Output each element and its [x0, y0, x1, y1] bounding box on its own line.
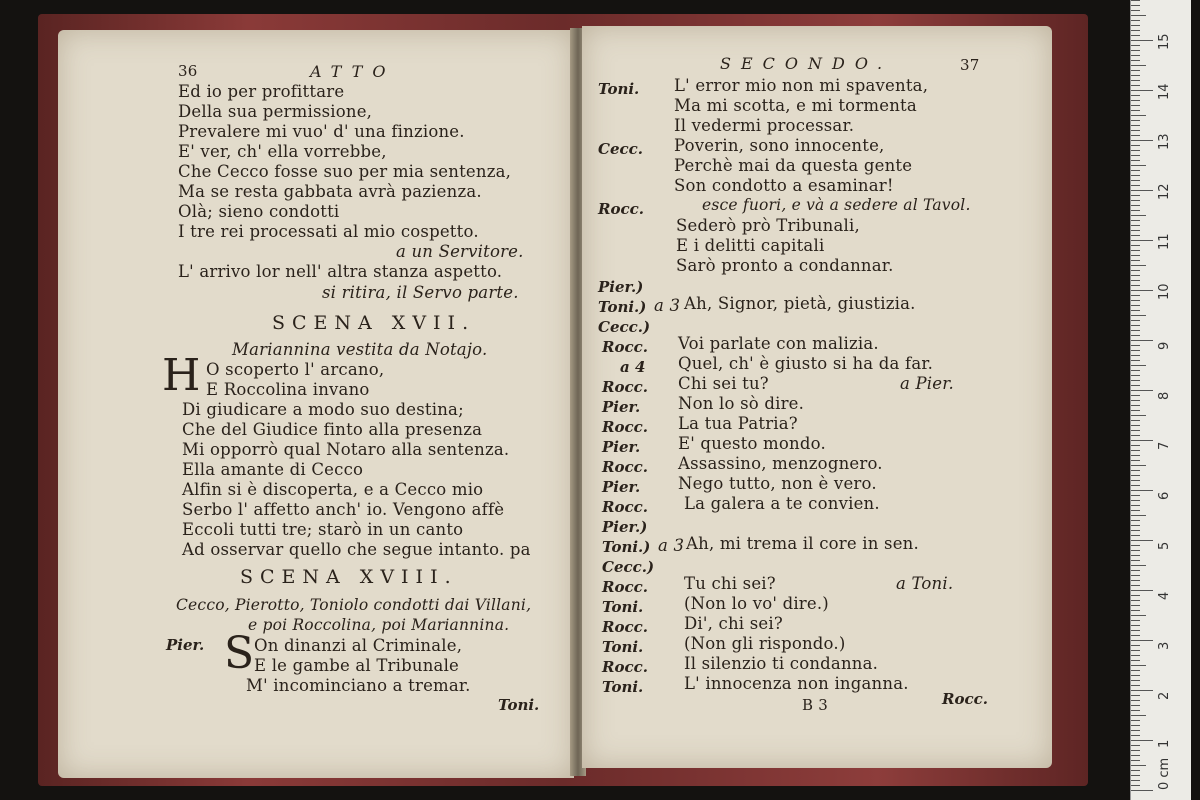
- ruler-tick: [1131, 780, 1140, 781]
- right-page: [582, 26, 1052, 768]
- verse-line: Ella amante di Cecco: [182, 460, 364, 479]
- ruler-tick: [1131, 640, 1153, 641]
- ruler-tick: [1131, 30, 1140, 31]
- speaker-label: Toni.: [602, 598, 644, 616]
- ruler-tick: [1131, 740, 1153, 741]
- ruler-tick: [1131, 590, 1153, 591]
- ruler-tick: [1131, 695, 1140, 696]
- ruler-tick: [1131, 610, 1140, 611]
- ruler-tick: [1131, 535, 1140, 536]
- ruler-tick: [1131, 360, 1140, 361]
- ruler-tick: [1131, 20, 1140, 21]
- ruler-tick: [1131, 530, 1140, 531]
- speaker-label: Rocc.: [602, 498, 648, 516]
- page-number-right: 37: [960, 56, 980, 74]
- ruler-tick: [1131, 215, 1146, 216]
- ruler-tick: [1131, 155, 1140, 156]
- ruler-tick: [1131, 575, 1140, 576]
- ruler-tick: [1131, 595, 1140, 596]
- speaker-label: Rocc.: [602, 418, 648, 436]
- speaker-label: Pier.: [602, 438, 641, 456]
- verse-line: Perchè mai da questa gente: [674, 156, 913, 175]
- verse-line: Ad osservar quello che segue intanto. pa: [182, 540, 531, 559]
- ruler-tick: [1131, 425, 1140, 426]
- stage-direction: e poi Roccolina, poi Mariannina.: [248, 616, 510, 634]
- ruler-tick: [1131, 315, 1146, 316]
- ruler-tick: [1131, 460, 1140, 461]
- stage-direction: si ritira, il Servo parte.: [322, 283, 519, 302]
- ruler-number: 1: [1157, 739, 1172, 748]
- ruler-tick: [1131, 550, 1140, 551]
- ruler-tick: [1131, 25, 1140, 26]
- ruler-tick: [1131, 70, 1140, 71]
- verse-line: Non lo sò dire.: [678, 394, 805, 413]
- speaker-label: Toni.: [602, 638, 644, 656]
- verse-line: La galera a te convien.: [684, 494, 880, 513]
- ruler-tick: [1131, 400, 1140, 401]
- ruler-tick: [1131, 35, 1140, 36]
- verse-line: On dinanzi al Criminale,: [254, 636, 463, 655]
- ruler-tick: [1131, 495, 1140, 496]
- ruler-tick: [1131, 365, 1146, 366]
- verse-line: Ed io per profittare: [178, 82, 345, 101]
- ruler-tick: [1131, 420, 1140, 421]
- ruler-tick: [1131, 240, 1153, 241]
- ruler-tick: [1131, 305, 1140, 306]
- speaker-label: Rocc.: [602, 458, 648, 476]
- drop-cap: H: [162, 350, 201, 401]
- ruler-tick: [1131, 455, 1140, 456]
- ruler-number: 8: [1157, 391, 1172, 400]
- ruler-number: 5: [1157, 541, 1172, 550]
- ruler-label: 0 cm: [1157, 757, 1172, 790]
- running-head-left: ATTO: [310, 62, 396, 81]
- ruler-tick: [1131, 685, 1140, 686]
- ruler-tick: [1131, 760, 1140, 761]
- ruler-tick: [1131, 665, 1146, 666]
- verse-line: E i delitti capitali: [676, 236, 825, 255]
- ruler-tick: [1131, 570, 1140, 571]
- ruler-tick: [1131, 445, 1140, 446]
- signature-mark: B 3: [802, 696, 828, 714]
- ruler-tick: [1131, 630, 1140, 631]
- speaker-label: Rocc.: [602, 338, 648, 356]
- ruler-tick: [1131, 775, 1140, 776]
- ruler-tick: [1131, 705, 1140, 706]
- ruler-tick: [1131, 130, 1140, 131]
- verse-line: Il silenzio ti condanna.: [684, 654, 879, 673]
- ruler-tick: [1131, 490, 1153, 491]
- ruler-tick: [1131, 110, 1140, 111]
- verse-line: I tre rei processati al mio cospetto.: [178, 222, 479, 241]
- ruler-tick: [1131, 95, 1140, 96]
- ruler-tick: [1131, 150, 1140, 151]
- ruler-tick: [1131, 55, 1140, 56]
- speaker-label: Pier.: [602, 478, 641, 496]
- ruler-tick: [1131, 345, 1140, 346]
- ruler-tick: [1131, 745, 1140, 746]
- ruler-tick: [1131, 385, 1140, 386]
- ruler-tick: [1131, 165, 1146, 166]
- verse-line: Ah, Signor, pietà, giustizia.: [684, 294, 916, 313]
- speaker-label: Cecc.): [598, 318, 651, 336]
- verse-line: Chi sei tu?: [678, 374, 769, 393]
- speaker-label: Pier.: [602, 398, 641, 416]
- catchword: Toni.: [498, 696, 540, 714]
- ruler-tick: [1131, 180, 1140, 181]
- ruler-tick: [1131, 105, 1140, 106]
- ruler-tick: [1131, 710, 1140, 711]
- verse-line: L' innocenza non inganna.: [684, 674, 909, 693]
- verse-line: Serbo l' affetto anch' io. Vengono affè: [182, 500, 505, 519]
- ruler-tick: [1131, 690, 1153, 691]
- ruler-tick: [1131, 295, 1140, 296]
- running-head-right: SECONDO.: [720, 54, 893, 73]
- scene-title: SCENA XVIII.: [240, 566, 458, 588]
- verse-line: Quel, ch' è giusto si ha da far.: [678, 354, 934, 373]
- ruler-tick: [1131, 185, 1140, 186]
- ruler-tick: [1131, 270, 1140, 271]
- ruler-tick: [1131, 310, 1140, 311]
- ruler-tick: [1131, 280, 1140, 281]
- ruler-tick: [1131, 520, 1140, 521]
- ruler-tick: [1131, 600, 1140, 601]
- ruler-tick: [1131, 275, 1140, 276]
- ruler-tick: [1131, 170, 1140, 171]
- ruler-tick: [1131, 480, 1140, 481]
- verse-line: E le gambe al Tribunale: [254, 656, 460, 675]
- speaker-label: Cecc.: [598, 140, 643, 158]
- ensemble-mark: a 3: [658, 536, 685, 555]
- verse-line: Eccoli tutti tre; starò in un canto: [182, 520, 464, 539]
- verse-line: Son condotto a esaminar!: [674, 176, 894, 195]
- ruler-tick: [1131, 175, 1140, 176]
- verse-line: Nego tutto, non è vero.: [678, 474, 877, 493]
- ruler-tick: [1131, 405, 1140, 406]
- ruler-tick: [1131, 785, 1140, 786]
- ruler-tick: [1131, 765, 1146, 766]
- ruler-tick: [1131, 135, 1140, 136]
- ruler-tick: [1131, 230, 1140, 231]
- ruler-tick: [1131, 660, 1140, 661]
- ruler-tick: [1131, 435, 1140, 436]
- ruler-tick: [1131, 555, 1140, 556]
- ruler-number: 3: [1157, 641, 1172, 650]
- speaker-label: Rocc.: [602, 618, 648, 636]
- ruler-tick: [1131, 750, 1140, 751]
- stage-direction: Mariannina vestita da Notajo.: [232, 340, 488, 359]
- ruler-tick: [1131, 680, 1140, 681]
- verse-line: Di', chi sei?: [684, 614, 783, 633]
- speaker-label: Rocc.: [598, 200, 644, 218]
- ruler-number: 10: [1157, 283, 1172, 300]
- ruler-tick: [1131, 80, 1140, 81]
- verse-line: E Roccolina invano: [206, 380, 370, 399]
- ensemble-mark: a 3: [654, 296, 681, 315]
- verse-line: Sederò prò Tribunali,: [676, 216, 860, 235]
- verse-line: Ma se resta gabbata avrà pazienza.: [178, 182, 482, 201]
- ruler-tick: [1131, 75, 1140, 76]
- ruler-tick: [1131, 125, 1140, 126]
- ruler-tick: [1131, 325, 1140, 326]
- verse-line: (Non gli rispondo.): [684, 634, 846, 653]
- ruler-tick: [1131, 415, 1146, 416]
- ruler-tick: [1131, 670, 1140, 671]
- ruler-tick: [1131, 60, 1140, 61]
- speaker-label: Toni.): [602, 538, 651, 556]
- speaker-label: Rocc.: [602, 578, 648, 596]
- measuring-ruler: [1130, 0, 1191, 800]
- page-number-left: 36: [178, 62, 198, 80]
- ruler-tick: [1131, 260, 1140, 261]
- ruler-tick: [1131, 370, 1140, 371]
- ruler-number: 9: [1157, 341, 1172, 350]
- ruler-tick: [1131, 560, 1140, 561]
- ruler-tick: [1131, 10, 1140, 11]
- verse-line: Olà; sieno condotti: [178, 202, 340, 221]
- ruler-tick: [1131, 625, 1140, 626]
- ruler-tick: [1131, 115, 1146, 116]
- ruler-tick: [1131, 730, 1140, 731]
- ruler-tick: [1131, 410, 1140, 411]
- ruler-tick: [1131, 450, 1140, 451]
- ruler-tick: [1131, 735, 1140, 736]
- ruler-tick: [1131, 500, 1140, 501]
- ruler-tick: [1131, 395, 1140, 396]
- ruler-tick: [1131, 540, 1153, 541]
- verse-line: Di giudicare a modo suo destina;: [182, 400, 464, 419]
- ruler-tick: [1131, 650, 1140, 651]
- verse-line: (Non lo vo' dire.): [684, 594, 829, 613]
- speaker-label: Cecc.): [602, 558, 655, 576]
- verse-line: Ma mi scotta, e mi tormenta: [674, 96, 917, 115]
- verse-line: Voi parlate con malizia.: [678, 334, 879, 353]
- ruler-tick: [1131, 90, 1153, 91]
- ruler-tick: [1131, 235, 1140, 236]
- stage-direction: Cecco, Pierotto, Toniolo condotti dai Villani,: [176, 596, 532, 614]
- ruler-tick: [1131, 470, 1140, 471]
- speaker-label: Rocc.: [602, 658, 648, 676]
- ruler-number: 12: [1157, 183, 1172, 200]
- ruler-tick: [1131, 225, 1140, 226]
- verse-line: E' ver, ch' ella vorrebbe,: [178, 142, 387, 161]
- ruler-tick: [1131, 580, 1140, 581]
- stage-direction: esce fuori, e và a sedere al Tavol.: [702, 196, 971, 214]
- ruler-tick: [1131, 45, 1140, 46]
- ruler-tick: [1131, 200, 1140, 201]
- ruler-tick: [1131, 40, 1153, 41]
- verse-line: Sarò pronto a condannar.: [676, 256, 894, 275]
- drop-cap: S: [224, 628, 255, 679]
- verse-line: E' questo mondo.: [678, 434, 826, 453]
- speaker-label: Toni.): [598, 298, 647, 316]
- stage-direction: a un Servitore.: [396, 242, 524, 261]
- ruler-number: 15: [1157, 33, 1172, 50]
- ruler-number: 11: [1157, 233, 1172, 250]
- ruler-tick: [1131, 335, 1140, 336]
- ruler-tick: [1131, 340, 1153, 341]
- speaker-label: a 4: [620, 358, 646, 376]
- ruler-number: 14: [1157, 83, 1172, 100]
- ruler-tick: [1131, 140, 1153, 141]
- scene-title: SCENA XVII.: [272, 312, 476, 334]
- ruler-tick: [1131, 320, 1140, 321]
- ruler-tick: [1131, 255, 1140, 256]
- ruler-tick: [1131, 350, 1140, 351]
- ruler-number: 7: [1157, 441, 1172, 450]
- ruler-tick: [1131, 65, 1146, 66]
- ruler-tick: [1131, 430, 1140, 431]
- ruler-tick: [1131, 645, 1140, 646]
- ruler-tick: [1131, 245, 1140, 246]
- ruler-number: 13: [1157, 133, 1172, 150]
- ruler-tick: [1131, 375, 1140, 376]
- ruler-tick: [1131, 190, 1153, 191]
- ruler-tick: [1131, 380, 1140, 381]
- ruler-tick: [1131, 0, 1140, 1]
- ruler-tick: [1131, 145, 1140, 146]
- speaker-label: Pier.: [166, 636, 205, 654]
- verse-line: Prevalere mi vuo' d' una finzione.: [178, 122, 465, 141]
- ruler-number: 2: [1157, 691, 1172, 700]
- ruler-tick: [1131, 440, 1153, 441]
- ruler-tick: [1131, 210, 1140, 211]
- ruler-tick: [1131, 655, 1140, 656]
- ruler-tick: [1131, 250, 1140, 251]
- verse-line: Il vedermi processar.: [674, 116, 855, 135]
- ruler-tick: [1131, 565, 1146, 566]
- ruler-tick: [1131, 475, 1140, 476]
- left-page: [58, 30, 574, 778]
- verse-line: M' incominciano a tremar.: [246, 676, 471, 695]
- ruler-tick: [1131, 510, 1140, 511]
- ruler-tick: [1131, 285, 1140, 286]
- speaker-label: Toni.: [602, 678, 644, 696]
- verse-line: O scoperto l' arcano,: [206, 360, 385, 379]
- ruler-tick: [1131, 525, 1140, 526]
- verse-line: Mi opporrò qual Notaro alla sentenza.: [182, 440, 510, 459]
- ruler-tick: [1131, 725, 1140, 726]
- ruler-number: 4: [1157, 591, 1172, 600]
- verse-line: Alfin si è discoperta, e a Cecco mio: [182, 480, 484, 499]
- speaker-label: Toni.: [598, 80, 640, 98]
- ruler-tick: [1131, 755, 1140, 756]
- ruler-tick: [1131, 50, 1140, 51]
- ruler-tick: [1131, 675, 1140, 676]
- verse-line: Ah, mi trema il core in sen.: [686, 534, 919, 553]
- ruler-tick: [1131, 120, 1140, 121]
- ruler-tick: [1131, 505, 1140, 506]
- ruler-tick: [1131, 5, 1140, 6]
- verse-line: Poverin, sono innocente,: [674, 136, 885, 155]
- ruler-tick: [1131, 465, 1146, 466]
- ruler-number: 6: [1157, 491, 1172, 500]
- ruler-tick: [1131, 620, 1140, 621]
- ruler-tick: [1131, 205, 1140, 206]
- catchword: Rocc.: [942, 690, 988, 708]
- ruler-tick: [1131, 265, 1146, 266]
- speaker-label: Pier.): [602, 518, 648, 536]
- ruler-tick: [1131, 290, 1153, 291]
- ruler-tick: [1131, 220, 1140, 221]
- verse-line: Che Cecco fosse suo per mia sentenza,: [178, 162, 512, 181]
- ruler-tick: [1131, 485, 1140, 486]
- ruler-tick: [1131, 515, 1146, 516]
- ruler-tick: [1131, 330, 1140, 331]
- ruler-tick: [1131, 85, 1140, 86]
- speaker-label: Pier.): [598, 278, 644, 296]
- ruler-tick: [1131, 635, 1140, 636]
- verse-line: Assassino, menzognero.: [678, 454, 883, 473]
- ruler-tick: [1131, 355, 1140, 356]
- verse-line: Della sua permissione,: [178, 102, 373, 121]
- verse-line: L' error mio non mi spaventa,: [674, 76, 929, 95]
- ruler-tick: [1131, 790, 1153, 791]
- ruler-tick: [1131, 770, 1140, 771]
- ruler-tick: [1131, 195, 1140, 196]
- ruler-tick: [1131, 615, 1146, 616]
- stage-direction: a Toni.: [896, 574, 954, 593]
- speaker-label: Rocc.: [602, 378, 648, 396]
- ruler-tick: [1131, 700, 1140, 701]
- ruler-tick: [1131, 545, 1140, 546]
- ruler-tick: [1131, 390, 1153, 391]
- ruler-tick: [1131, 15, 1146, 16]
- ruler-tick: [1131, 720, 1140, 721]
- ruler-tick: [1131, 300, 1140, 301]
- stage-direction: a Pier.: [900, 374, 954, 393]
- verse-line: La tua Patria?: [678, 414, 798, 433]
- ruler-tick: [1131, 100, 1140, 101]
- ruler-tick: [1131, 160, 1140, 161]
- verse-line: Che del Giudice finto alla presenza: [182, 420, 483, 439]
- verse-line: L' arrivo lor nell' altra stanza aspetto.: [178, 262, 503, 281]
- ruler-tick: [1131, 715, 1146, 716]
- verse-line: Tu chi sei?: [684, 574, 776, 593]
- ruler-tick: [1131, 605, 1140, 606]
- ruler-tick: [1131, 585, 1140, 586]
